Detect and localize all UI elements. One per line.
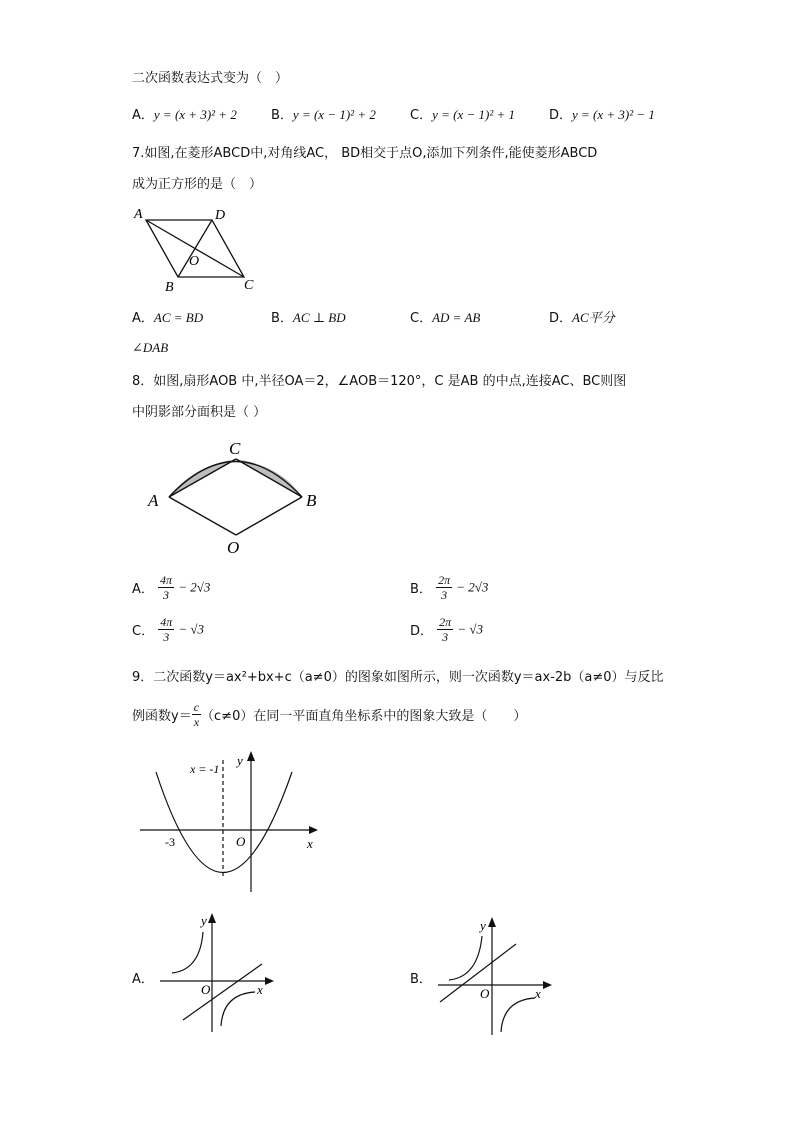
q9-inline-fraction: $\frac{c}{x}$	[193, 700, 200, 729]
q7-question-line1: 7.如图,在菱形ABCD中,对角线AC， BD相交于点O,添加下列条件,能使菱形ABCD	[132, 146, 598, 161]
q7-label-o: O	[189, 254, 200, 269]
intro-line: 二次函数表达式变为（ ）	[132, 71, 289, 86]
q9-graph-y-label: y	[237, 753, 243, 768]
q7-option-c[interactable]: C．AD = AB	[410, 310, 481, 326]
q6-option-a[interactable]: A．y = (x + 3)² + 2	[132, 107, 237, 123]
q9-b-origin-label: O	[480, 986, 490, 1001]
q9-option-a[interactable]: A．	[132, 972, 154, 987]
q6-option-c[interactable]: C．y = (x − 1)² + 1	[410, 107, 515, 123]
q7-label-c: C	[244, 278, 254, 293]
q8-option-b-fraction: $\frac{2\pi}{3}$	[438, 573, 451, 602]
q6-option-d[interactable]: D．y = (x + 3)² − 1	[549, 107, 655, 123]
q9-question-line2: 例函数y＝ $\frac{c}{x}$ （c≠0）在同一平面直角坐标系中的图象大致是（ ）	[132, 700, 527, 729]
q9-a-origin-label: O	[201, 982, 211, 997]
q8-label-a: A	[148, 491, 159, 510]
q7-label-a: A	[134, 207, 143, 222]
q9-graph-symmetry-label: x = -1	[190, 762, 220, 776]
q8-option-a-fraction: $\frac{4\pi}{3}$	[160, 573, 173, 602]
q8-question-line1: 8．如图,扇形AOB 中,半径OA＝2，∠AOB＝120°，C 是AB 的中点,连接AC、BC则图	[132, 374, 627, 389]
q7-option-d-continued: ∠DAB	[132, 340, 169, 355]
q9-b-y-label: y	[480, 918, 486, 933]
q9-option-b[interactable]: B．	[410, 972, 432, 987]
q8-option-d[interactable]: D． $\frac{2\pi}{3}$ − √3	[410, 615, 483, 644]
q7-label-b: B	[165, 280, 174, 295]
q7-label-d: D	[215, 208, 226, 223]
q8-label-o: O	[227, 538, 240, 557]
q8-option-c-fraction: $\frac{4\pi}{3}$	[160, 615, 173, 644]
q9-graph-origin-label: O	[236, 834, 246, 849]
q9-graph-x-label: x	[307, 836, 313, 851]
q9-b-x-label: x	[535, 986, 541, 1001]
q7-question-line2: 成为正方形的是（ ）	[132, 177, 263, 192]
q9-a-y-label: y	[201, 913, 207, 928]
q9-graph-root-label: -3	[165, 835, 175, 849]
q8-label-c: C	[229, 439, 241, 458]
q8-option-c[interactable]: C． $\frac{4\pi}{3}$ − √3	[132, 615, 205, 644]
q9-question-line1: 9．二次函数y＝ax²+bx+c（a≠0）的图象如图所示，则一次函数y＝ax-2b（a≠0）与反比	[132, 670, 664, 685]
q8-option-b[interactable]: B． $\frac{2\pi}{3}$ − 2√3	[410, 573, 489, 602]
q8-label-b: B	[306, 491, 317, 510]
q7-option-a[interactable]: A．AC = BD	[132, 310, 204, 326]
q7-option-d[interactable]: D．AC平分	[549, 310, 615, 326]
q9-a-x-label: x	[257, 982, 263, 997]
q7-option-b[interactable]: B．AC ⊥ BD	[271, 310, 346, 326]
q8-option-d-fraction: $\frac{2\pi}{3}$	[439, 615, 452, 644]
q8-option-a[interactable]: A． $\frac{4\pi}{3}$ − 2√3	[132, 573, 211, 602]
q8-question-line2: 中阴影部分面积是（ ）	[132, 405, 267, 420]
q6-option-b[interactable]: B．y = (x − 1)² + 2	[271, 107, 376, 123]
